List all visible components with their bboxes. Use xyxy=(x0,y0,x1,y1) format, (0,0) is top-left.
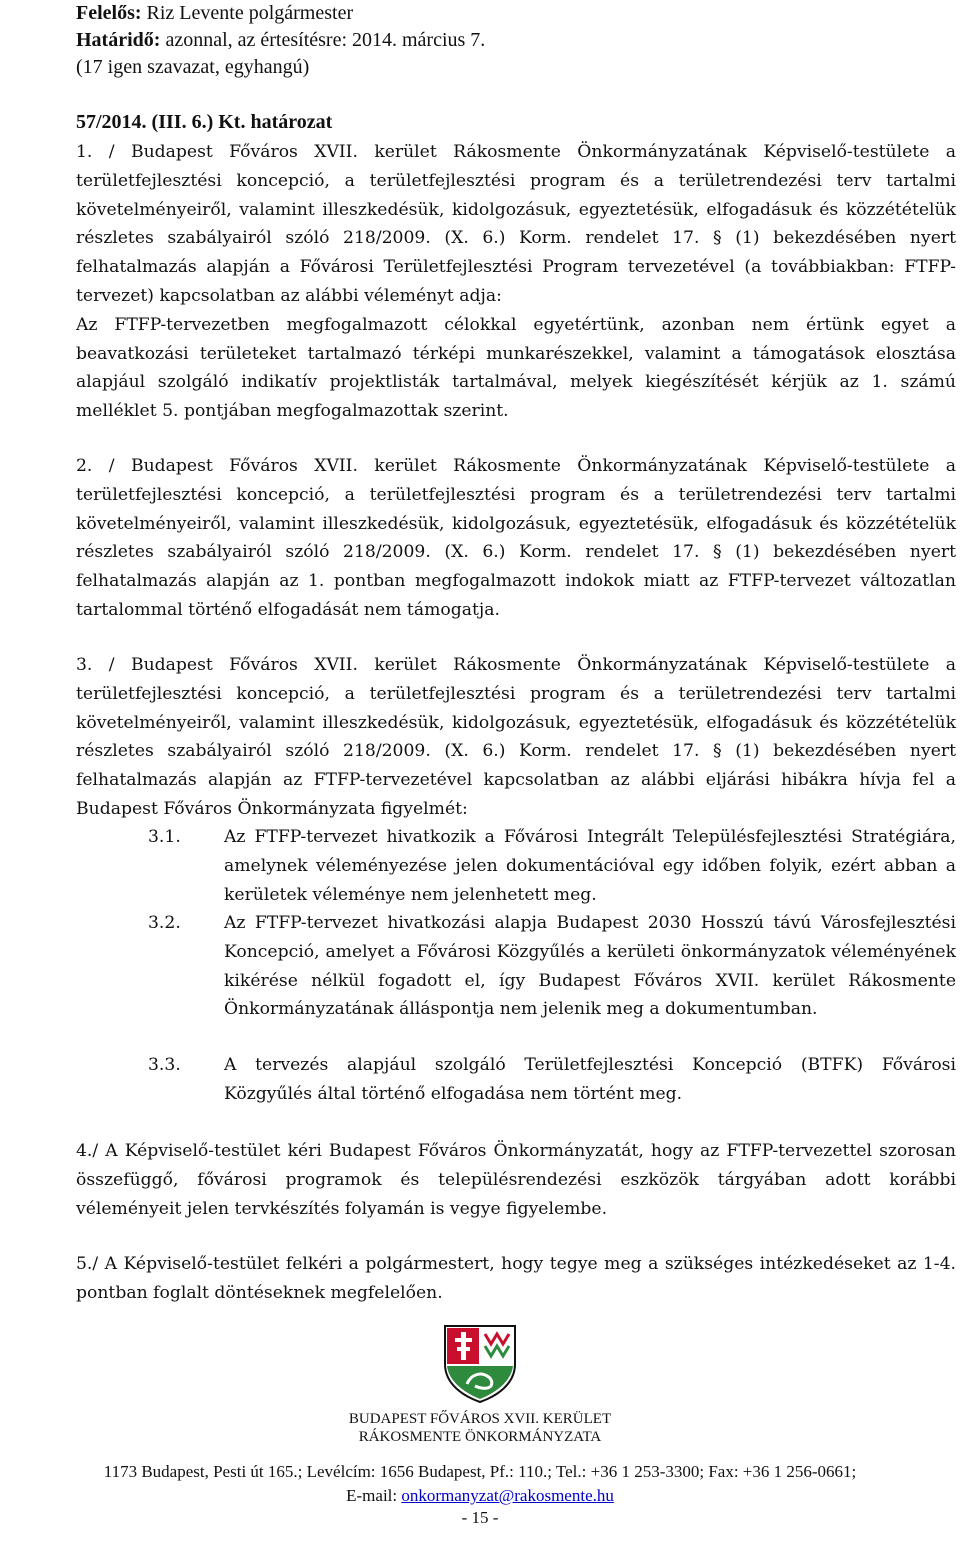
section-4-text: 4./ A Képviselő-testület kéri Budapest Főváros Önkormányzatát, hogy az FTFP-tervezettel szorosan összefüggő, fővárosi programok és településrendezési eszközök tárgyában adott korábbi véleményeit jelen tervkészítés folyamán is vegye figyelembe. xyxy=(76,1141,956,1219)
contact-email-line xyxy=(0,1486,960,1506)
contact-address: 1173 Budapest, Pesti út 165.; Levélcím: 1656 Budapest, Pf.: 110.; Tel.: +36 1 253-3300; Fax: +36 1 256-0661; xyxy=(103,1462,857,1481)
email-label: E-mail: xyxy=(346,1486,402,1505)
section-5-text: 5./ A Képviselő-testület felkéri a polgármestert, hogy tegye meg a szükséges intézkedéseket az 1-4. pontban foglalt döntéseknek megfelelően. xyxy=(76,1254,956,1303)
section-1 xyxy=(76,138,956,426)
deadline-value: azonnal, az értesítésre: 2014. március 7. xyxy=(165,29,486,51)
section-4 xyxy=(76,1137,956,1223)
responsible-value: Riz Levente polgármester xyxy=(146,2,354,24)
section-1-opinion: Az FTFP-tervezetben megfogalmazott célokkal egyetértünk, azonban nem értünk egyet a beavatkozási területeket tartalmazó térképi munkarészekkel, valamint a támogatások elosztása alapjául szolgáló indikatív projektlisták tartalmával, melyek kiegészítését kérjük az 1. számú melléklet 5. pontjában megfogalmazottak szerint. xyxy=(76,314,956,422)
list-item-text: A tervezés alapjául szolgáló Területfejlesztési Koncepció (BTFK) Fővárosi Közgyűlés által történő elfogadása nem történt meg. xyxy=(224,1055,956,1104)
responsible-line xyxy=(76,0,956,27)
responsible-label: Felelős: xyxy=(76,2,142,24)
deadline-label: Határidő: xyxy=(76,29,161,51)
org-name-line1: BUDAPEST FŐVÁROS XVII. KERÜLET xyxy=(348,1411,612,1427)
list-item-number: 3.2. xyxy=(148,913,181,933)
email-link[interactable]: onkormanyzat@rakosmente.hu xyxy=(401,1486,614,1505)
section-2-text: 2. / Budapest Főváros XVII. kerület Rákosmente Önkormányzatának Képviselő-testülete a területfejlesztési koncepció, a területfejlesztési program és a területrendezési terv tartalmi követelményeiről, valamint illeszkedésük, kidolgozásuk, egyeztetésük, elfogadásuk és közzétételük részletes szabályairól szóló 218/2009. (X. 6.) Korm. rendelet 17. § (1) bekezdésében nyert felhatalmazás alapján az 1. pontban megfogalmazott indokok miatt az FTFP-tervezet változatlan tartalommal történő elfogadását nem támogatja. xyxy=(76,456,956,620)
section-5 xyxy=(76,1250,956,1308)
coat-of-arms-icon xyxy=(437,1320,523,1404)
section-3 xyxy=(76,651,956,824)
section-3-text: 3. / Budapest Főváros XVII. kerület Rákosmente Önkormányzatának Képviselő-testülete a területfejlesztési koncepció, a területfejlesztési program és a területrendezési terv tartalmi követelményeiről, valamint illeszkedésük, kidolgozásuk, egyeztetésük, elfogadásuk és közzétételük részletes szabályairól szóló 218/2009. (X. 6.) Korm. rendelet 17. § (1) bekezdésében nyert felhatalmazás alapján az FTFP-tervezetével kapcsolatban az alábbi eljárási hibákra hívja fel a Budapest Főváros Önkormányzata figyelmét: xyxy=(76,655,956,819)
list-item-text: Az FTFP-tervezet hivatkozási alapja Budapest 2030 Hosszú távú Városfejlesztési Koncepció, amelyet a Fővárosi Közgyűlés a kerületi önkormányzatok véleményének kikérése nélkül fogadott el, így Budapest Főváros XVII. kerület Rákosmente Önkormányzatának álláspontja nem jelenik meg a dokumentumban. xyxy=(224,913,956,1020)
vote-line: (17 igen szavazat, egyhangú) xyxy=(76,56,310,78)
page-number: - 15 - xyxy=(461,1508,499,1527)
section-1-text: 1. / Budapest Főváros XVII. kerület Rákosmente Önkormányzatának Képviselő-testülete a területfejlesztési koncepció, a területfejlesztési program és a területrendezési terv tartalmi követelményeiről, valamint illeszkedésük, kidolgozásuk, egyeztetésük, elfogadásuk és közzétételük részletes szabályairól szóló 218/2009. (X. 6.) Korm. rendelet 17. § (1) bekezdésében nyert felhatalmazás alapján a Fővárosi Területfejlesztési Program tervezetével (a továbbiakban: FTFP-tervezet) kapcsolatban az alábbi véleményt adja: xyxy=(76,142,956,306)
list-item-number: 3.3. xyxy=(148,1055,181,1075)
document-header xyxy=(76,0,956,81)
list-item-text: Az FTFP-tervezet hivatkozik a Fővárosi Integrált Településfejlesztési Stratégiára, amelynek véleményezése jelen dokumentációval egy időben folyik, ezért abban a kerületek véleménye nem jelenhetett meg. xyxy=(224,827,956,905)
list-item-3-3 xyxy=(148,1051,956,1109)
page-footer xyxy=(0,1320,960,1528)
document-page xyxy=(76,0,956,1303)
list-item-3-2 xyxy=(148,909,956,1024)
org-name-line2: RÁKOSMENTE ÖNKORMÁNYZATA xyxy=(358,1429,602,1445)
deadline-line xyxy=(76,27,956,54)
list-item-number: 3.1. xyxy=(148,827,181,847)
decision-title: 57/2014. (III. 6.) Kt. határozat xyxy=(76,111,333,133)
list-item-3-1 xyxy=(148,823,956,909)
section-2 xyxy=(76,452,956,625)
